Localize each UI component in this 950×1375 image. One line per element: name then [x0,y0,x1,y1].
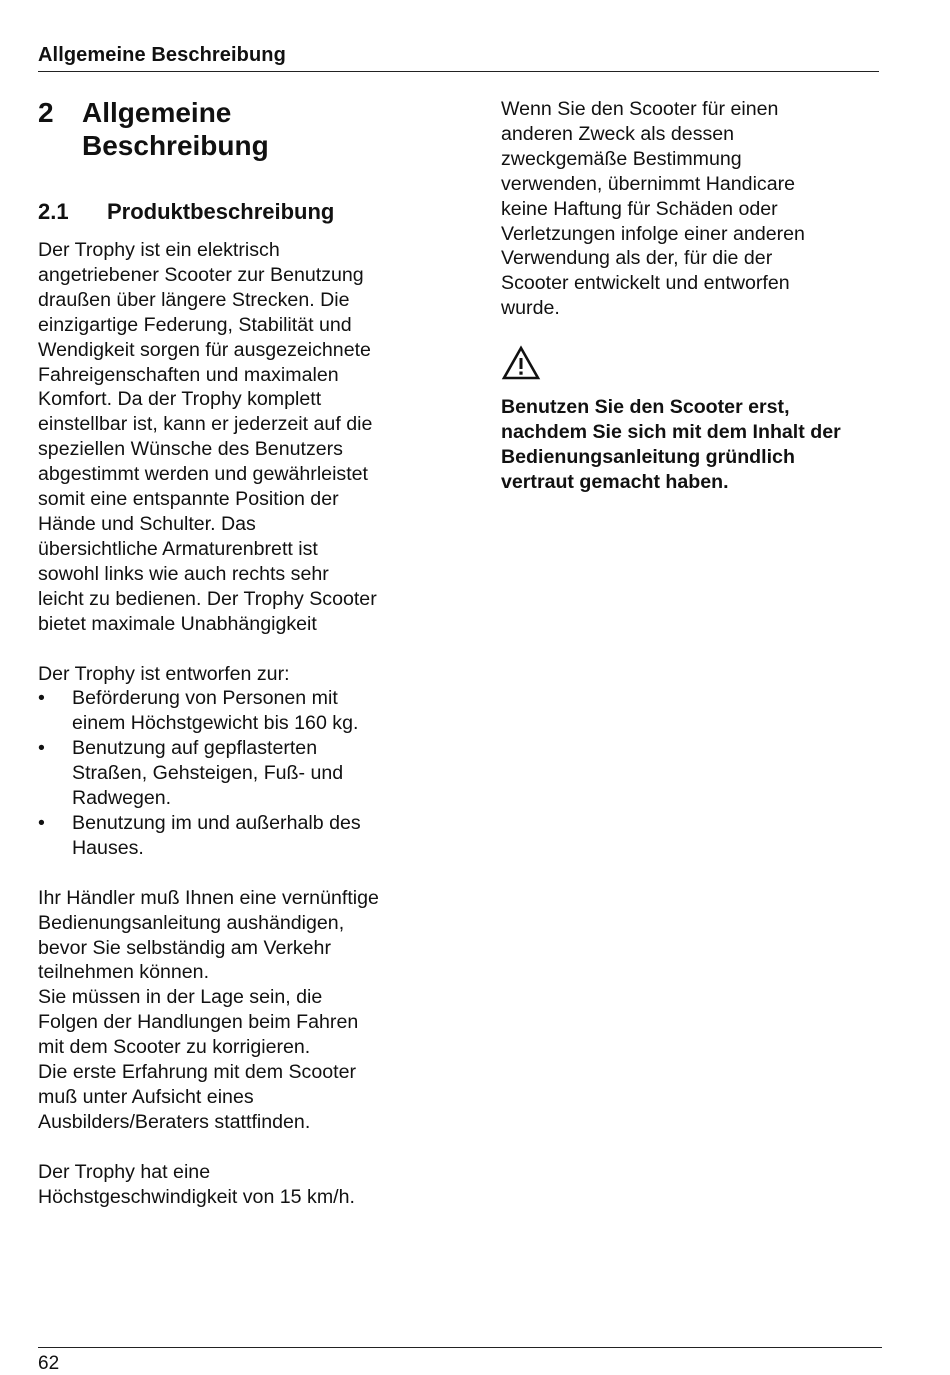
text-line: Benutzen Sie den Scooter erst, [501,396,790,419]
text-line: Höchstgeschwindigkeit von 15 km/h. [38,1185,355,1208]
purpose-list [38,686,438,860]
text-line: keine Haftung für Schäden oder [501,197,778,220]
text-line: wurde. [501,297,560,320]
text-line: somit eine entspannte Position der [38,488,339,511]
chapter-title [82,96,269,162]
text-line: einzigartige Federung, Stabilität und [38,313,352,336]
text-line: Der Trophy hat eine [38,1160,211,1183]
product-description-paragraph [38,238,438,637]
list-item [38,811,438,861]
list-item-line: Beförderung von Personen mit [72,687,338,710]
chapter-title-line: Allgemeine [82,97,232,128]
chapter-heading [38,96,438,162]
text-line: Bedienungsanleitung gründlich [501,445,795,468]
text-line: angetriebener Scooter zur Benutzung [38,263,364,286]
text-line: leicht zu bedienen. Der Trophy Scooter [38,587,377,610]
right-column [501,97,901,495]
text-line: Der Trophy ist ein elektrisch [38,239,280,261]
text-line: teilnehmen können. [38,961,210,984]
text-line: bietet maximale Unabhängigkeit [38,612,317,635]
left-column [38,96,438,1210]
list-item-line: Benutzung auf gepflasterten [72,737,318,760]
text-line: Folgen der Handlungen beim Fahren [38,1011,359,1034]
max-speed-paragraph [38,1160,438,1210]
list-item-line: einem Höchstgewicht bis 160 kg. [72,712,359,735]
text-line: draußen über längere Strecken. Die [38,288,350,311]
chapter-number: 2 [38,97,54,128]
warning-message [501,395,901,495]
text-line: Sie müssen in der Lage sein, die [38,986,323,1009]
text-line: Scooter entwickelt und entworfen [501,272,790,295]
text-line: Fahreigenschaften und maximalen [38,363,339,386]
text-line: Ihr Händler muß Ihnen eine vernünftige [38,886,379,909]
text-line: bevor Sie selbständig am Verkehr [38,936,331,959]
dealer-paragraph [38,886,438,1135]
text-line: anderen Zweck als dessen [501,122,735,145]
text-line: mit dem Scooter zu korrigieren. [38,1036,311,1059]
list-item [38,736,438,811]
header-divider [38,71,879,72]
warning-triangle-icon [501,345,541,381]
text-line: sowohl links wie auch rechts sehr [38,562,329,585]
liability-paragraph [501,97,901,321]
text-line: Ausbilders/Beraters stattfinden. [38,1110,311,1133]
text-line: einstellbar ist, kann er jederzeit auf die [38,413,373,436]
text-line: Die erste Erfahrung mit dem Scooter [38,1061,356,1084]
purpose-intro: Der Trophy ist entworfen zur: [38,662,290,685]
section-heading [38,198,438,226]
text-line: muß unter Aufsicht eines [38,1086,254,1108]
text-line: verwenden, übernimmt Handicare [501,172,796,195]
text-line: Verletzungen infolge einer anderen [501,222,805,245]
text-line: Bedienungsanleitung aushändigen, [38,911,345,934]
text-line: abgestimmt werden und gewährleistet [38,463,369,486]
text-line: Wenn Sie den Scooter für einen [501,98,779,120]
chapter-title-line: Beschreibung [82,130,269,161]
section-number: 2.1 [38,199,69,224]
text-line: übersichtliche Armaturenbrett ist [38,537,318,560]
running-header: Allgemeine Beschreibung [38,44,286,66]
list-item-line: Radwegen. [72,787,172,810]
list-item-line: Benutzung im und außerhalb des [72,811,361,834]
list-item-line: Straßen, Gehsteigen, Fuß- und [72,762,344,785]
text-line: speziellen Wünsche des Benutzers [38,438,343,461]
text-line: zweckgemäße Bestimmung [501,147,742,170]
page-number: 62 [38,1353,60,1374]
text-line: vertraut gemacht haben. [501,470,729,493]
list-item-line: Hauses. [72,836,144,859]
text-line: Wendigkeit sorgen für ausgezeichnete [38,338,371,361]
footer-divider [38,1347,882,1348]
text-line: Komfort. Da der Trophy komplett [38,388,322,411]
text-line: nachdem Sie sich mit dem Inhalt der [501,421,841,444]
text-line: Verwendung als der, für die der [501,247,773,270]
section-title: Produktbeschreibung [107,199,335,224]
text-line: Hände und Schulter. Das [38,512,256,535]
list-item [38,686,438,736]
